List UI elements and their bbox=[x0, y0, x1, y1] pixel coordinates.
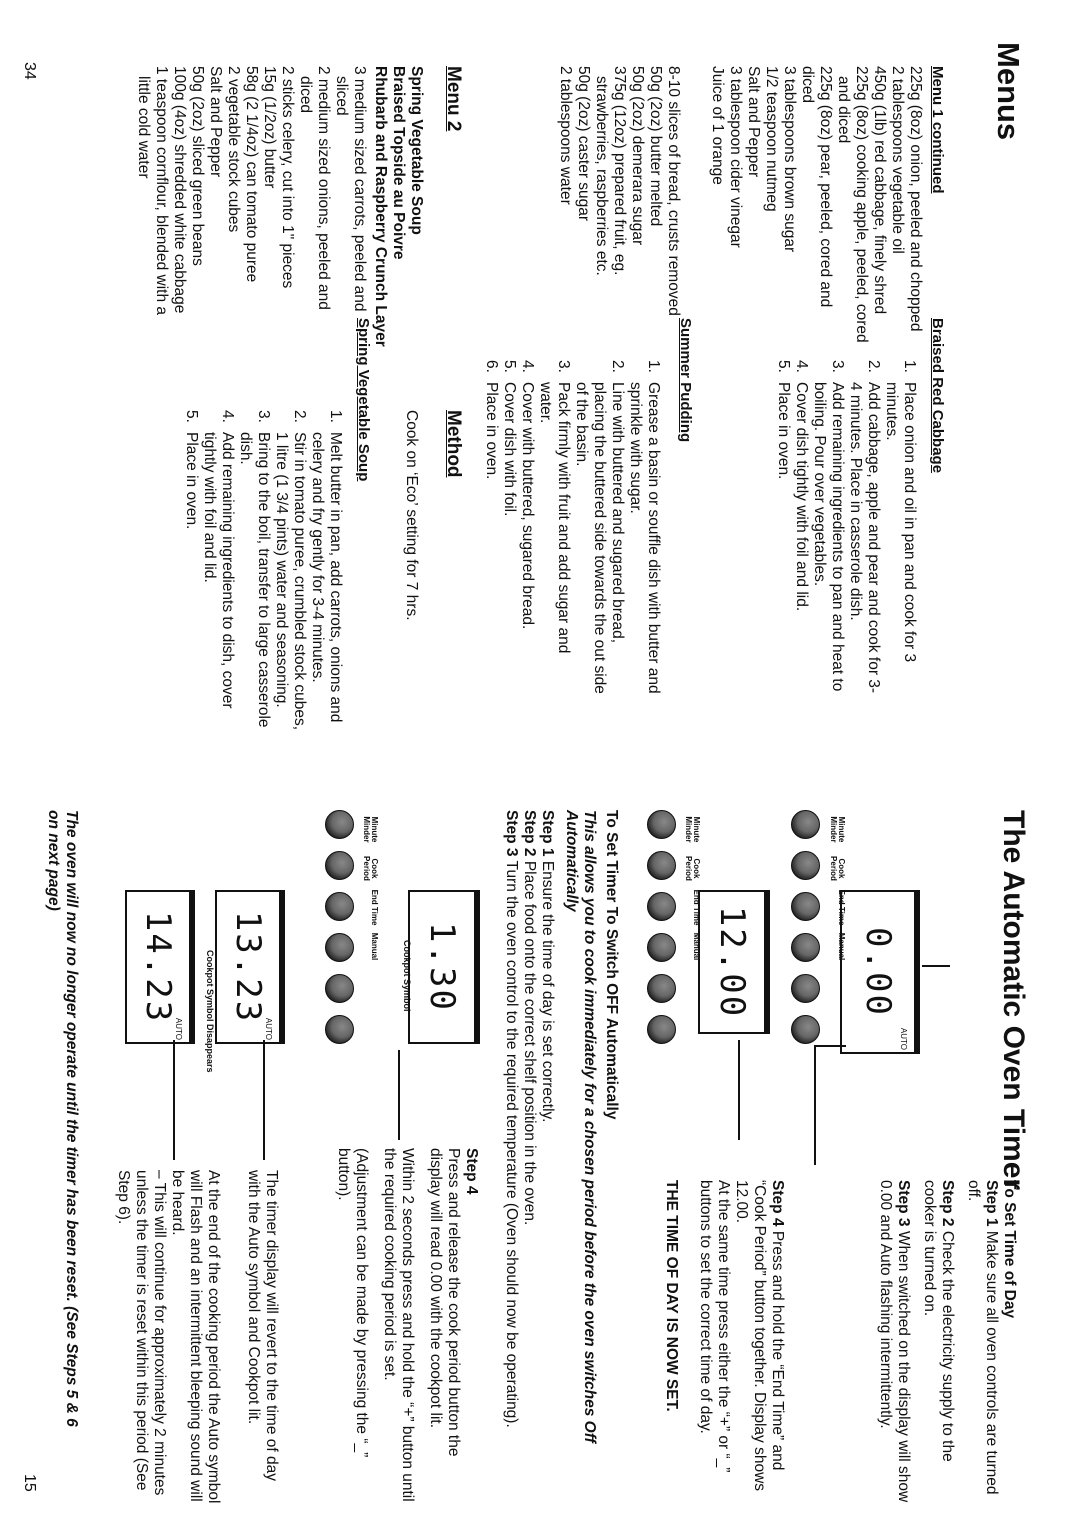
lcd-display: 0.00 AUTO bbox=[840, 890, 920, 1054]
method-step: 3. Bring to the boil, transfer to large casserole dish. bbox=[237, 410, 272, 728]
method-step: 2. Add cabbage, apple and pear and cook for 3-4 minutes. Place in casserole dish. bbox=[847, 360, 882, 694]
minute-minder-button[interactable] bbox=[325, 810, 354, 839]
ingredient: 100g (4oz) shredded white cabbage bbox=[171, 66, 188, 314]
summer-pudding-ingredients bbox=[556, 66, 682, 336]
method-step: 1. Place onion and oil in pan and cook for 3 minutes. bbox=[883, 360, 918, 663]
cook-period-button[interactable] bbox=[647, 851, 676, 880]
auto-symbol: AUTO bbox=[899, 1027, 908, 1050]
button-labels: Minute Minder Cook Period End Time Manual bbox=[362, 816, 379, 961]
control-buttons bbox=[325, 810, 354, 1044]
time-of-day-step4 bbox=[662, 1180, 786, 1510]
cookpot-symbol-label: Cookpot Symbol bbox=[402, 940, 412, 1012]
ingredient: 375g (12oz) prepared fruit, eg. bbox=[611, 66, 628, 276]
lcd-display: 1.30 bbox=[408, 890, 480, 1044]
button-labels: Minute Minder Cook Period End Time Manual bbox=[684, 816, 701, 961]
method-step: 2. Line with buttered and sugared bread, placing the buttered side towards the out side of the basin. bbox=[573, 360, 626, 694]
ingredient: 2 medium sized onions, peeled and bbox=[315, 66, 332, 310]
revert-text: The timer display will revert to the time of day with the Auto symbol and Cookpot lit. bbox=[245, 1170, 280, 1481]
ingredient: 2 sticks celery, cut into 1" pieces bbox=[279, 66, 296, 289]
step: Step 1 Ensure the time of day is set correctly. bbox=[539, 810, 556, 1123]
ingredient: 50g (2oz) butter melted bbox=[647, 66, 664, 227]
minute-minder-button[interactable] bbox=[647, 810, 676, 839]
ingredient: 3 tablespoons brown sugar bbox=[781, 66, 798, 253]
continue-text: – This will continue for approximately 2 minutes unless the timer is reset within this period (See Step 6). bbox=[115, 1170, 168, 1496]
page-number-right: 15 bbox=[21, 1474, 38, 1492]
auto-symbol: AUTO bbox=[264, 1017, 273, 1040]
ingredient: 2 tablespoons water bbox=[557, 66, 574, 205]
menu1-heading: Menu 1 continued bbox=[929, 66, 946, 194]
ingredient: 50g (2oz) sliced green beans bbox=[189, 66, 206, 266]
ingredient: 450g (1lb) red cabbage, finely shred bbox=[871, 66, 888, 315]
braised-red-cabbage-ingredients bbox=[708, 66, 924, 343]
page-title-menus: Menus bbox=[991, 42, 1026, 141]
switch-off-heading: To Set Timer To Switch OFF Automatically bbox=[603, 810, 620, 1120]
method-step: 3. Pack firmly with fruit and add sugar and water. bbox=[537, 360, 572, 654]
method-step: 3. Add remaining ingredients to pan and heat to boiling. Pour over vegetables. bbox=[811, 360, 846, 692]
ingredient: diced bbox=[799, 66, 816, 104]
method-step: 4. Cover dish tightly with foil and lid. bbox=[793, 360, 810, 612]
menu2-heading: Menu 2 bbox=[443, 66, 464, 132]
lcd-display-14-23: 14.23 AUTO bbox=[125, 890, 195, 1044]
lcd-display-13-23: 13.23 AUTO bbox=[215, 890, 285, 1044]
control-buttons bbox=[647, 810, 676, 1044]
step: Step 3 Turn the oven control to the required temperature (Oven should now be operating). bbox=[503, 810, 520, 1428]
switch-off-step4 bbox=[334, 1148, 480, 1508]
spring-vegetable-soup-heading: Spring Vegetable Soup bbox=[355, 318, 372, 482]
manual-button[interactable] bbox=[325, 933, 354, 962]
minus-instruction: (Adjustment can be made by pressing the “_” button). bbox=[335, 1148, 370, 1458]
minus-button[interactable] bbox=[325, 974, 354, 1003]
ingredient: and diced bbox=[835, 76, 852, 144]
end-of-cooking-section bbox=[114, 1170, 222, 1510]
ingredient: 225g (8oz) pear, peeled, cored and bbox=[817, 66, 834, 308]
ingredient: 58g (2 1/4oz) can tomato puree bbox=[243, 66, 260, 283]
spring-vegetable-soup-method bbox=[182, 410, 344, 740]
ingredient: 1/2 teaspoon nutmeg bbox=[763, 66, 780, 212]
summer-pudding-heading: Summer Pudding bbox=[677, 318, 694, 443]
dish: Spring Vegetable Soup bbox=[408, 66, 425, 235]
braised-red-cabbage-heading: Braised Red Cabbage bbox=[929, 318, 946, 474]
step: Step 3 When switched on the display will show 0.00 and Auto flashing intermittently. bbox=[877, 1180, 912, 1503]
cook-period-button[interactable] bbox=[325, 851, 354, 880]
method-text: Cook on ‘Eco’ setting for 7 hrs. bbox=[403, 410, 420, 621]
time-of-day-heading: To Set Time of Day bbox=[1001, 1180, 1018, 1319]
plus-button[interactable] bbox=[325, 1015, 354, 1044]
timer-panel-1 bbox=[780, 810, 980, 1140]
ingredient: 50g (2oz) caster sugar bbox=[575, 66, 592, 222]
method-step: 1. Melt butter in pan, add carrots, onions and celery and fry gently for 3-4 minutes. bbox=[309, 410, 344, 723]
method-step: 5. Cover dish with foil. bbox=[501, 360, 518, 517]
step4-text: Press and release the cook period button the display will read 0.00 with the cookpot lit. bbox=[427, 1148, 462, 1457]
ingredient: 1 teaspoon cornflour, blended with a bbox=[153, 66, 170, 316]
step: Step 1 Make sure all oven controls are turned off. bbox=[965, 1180, 1000, 1495]
ingredient: diced bbox=[297, 76, 314, 114]
plus-instruction: Within 2 seconds press and hold the “+” button until the required cooking period is set. bbox=[381, 1148, 416, 1502]
switch-off-section bbox=[502, 810, 620, 1500]
cookpot-disappears-label: Cookpot Symbol Disappears bbox=[205, 950, 215, 1073]
ingredient: 225g (8oz) onion, peeled and chopped bbox=[907, 66, 924, 332]
ingredient: 2 vegetable stock cubes bbox=[225, 66, 242, 233]
ingredient: Salt and Pepper bbox=[207, 66, 224, 178]
time-set-confirmation: THE TIME OF DAY IS NOW SET. bbox=[663, 1180, 680, 1412]
page-title-timer: The Automatic Oven Timer bbox=[997, 810, 1030, 1191]
warning-text: The oven will now no longer operate until the timer has been reset. (See Steps 5 & 6 on next page) bbox=[45, 810, 80, 1427]
ingredient: 225g (8oz) cooking apple, peeled, cored bbox=[853, 66, 870, 343]
end-time-button[interactable] bbox=[325, 892, 354, 921]
ingredient: little cold water bbox=[135, 76, 152, 179]
method-step: 5. Place in oven. bbox=[183, 410, 200, 530]
page-number-left: 34 bbox=[21, 62, 38, 80]
ingredient: 3 medium sized carrots, peeled and bbox=[351, 66, 368, 312]
auto-symbol-flashing: AUTO bbox=[174, 1017, 183, 1040]
plusminus-instruction: At the same time press either the “+” or “_” buttons to set the correct time of day. bbox=[697, 1180, 732, 1473]
ingredient: 2 tablespoons vegetable oil bbox=[889, 66, 906, 254]
spring-vegetable-soup-ingredients bbox=[134, 66, 368, 336]
ingredient: 50g (2oz) demerara sugar bbox=[629, 66, 646, 246]
ingredient: strawberries, raspberries etc. bbox=[593, 76, 610, 276]
lcd-display: 12.00 bbox=[698, 890, 770, 1034]
method-step: 2. Stir in tomato puree, crumbled stock cubes, 1 litre (1 3/4 pints) water and seasoning. bbox=[273, 410, 308, 731]
button-labels: Minute Minder Cook Period End Time Manual bbox=[829, 816, 846, 961]
switch-off-subheading: This allows you to cook immediately for a chosen period before the oven switches Off Automatically bbox=[563, 810, 598, 1443]
timer-panel-2 bbox=[630, 810, 800, 1140]
braised-red-cabbage-method bbox=[774, 360, 918, 695]
method-step: 4. Add remaining ingredients to dish, cover tightly with foil and lid. bbox=[201, 410, 236, 709]
time-of-day-section bbox=[876, 1180, 1018, 1510]
dish: Rhubarb and Raspberry Crunch Layer bbox=[372, 66, 389, 347]
menu2-dishes bbox=[371, 66, 425, 347]
step4-label: Step 4 bbox=[463, 1148, 480, 1195]
minus-button[interactable] bbox=[647, 974, 676, 1003]
dish: Braised Topside au Poivre bbox=[390, 66, 407, 260]
ingredient: 15g (1/2oz) butter bbox=[261, 66, 278, 189]
summer-pudding-method bbox=[482, 360, 662, 695]
method-step: 6. Place in oven. bbox=[483, 360, 500, 480]
ingredient: 3 tablespoon cider vinegar bbox=[727, 66, 744, 248]
method-step: 1. Grease a basin or souffle dish with butter and sprinkle with sugar. bbox=[627, 360, 662, 694]
timer-panel-3 bbox=[280, 810, 490, 1140]
step: Step 2 Place food onto the correct shelf position in the oven. bbox=[521, 810, 538, 1226]
step: Step 2 Check the electricity supply to the cooker is turned on. bbox=[921, 1180, 956, 1462]
method-step: 5. Place in oven. bbox=[775, 360, 792, 480]
plus-button[interactable] bbox=[647, 1015, 676, 1044]
ingredient: sliced bbox=[333, 76, 350, 116]
end-time-button[interactable] bbox=[647, 892, 676, 921]
ingredient: 8-10 slices of bread, crusts removed bbox=[665, 66, 682, 316]
method-step: 4. Cover with buttered, sugared bread. bbox=[519, 360, 536, 630]
step: Step 4 Press and hold the “End Time” and “Cook Period” button together. Display shows 12.00. bbox=[733, 1180, 786, 1492]
method-heading: Method bbox=[443, 410, 464, 478]
end-text: At the end of the cooking period the Auto symbol will Flash and an intermittent bleeping sound will be heard. bbox=[169, 1170, 222, 1504]
ingredient: Salt and Pepper bbox=[745, 66, 762, 178]
manual-button[interactable] bbox=[647, 933, 676, 962]
ingredient: Juice of 1 orange bbox=[709, 66, 726, 185]
